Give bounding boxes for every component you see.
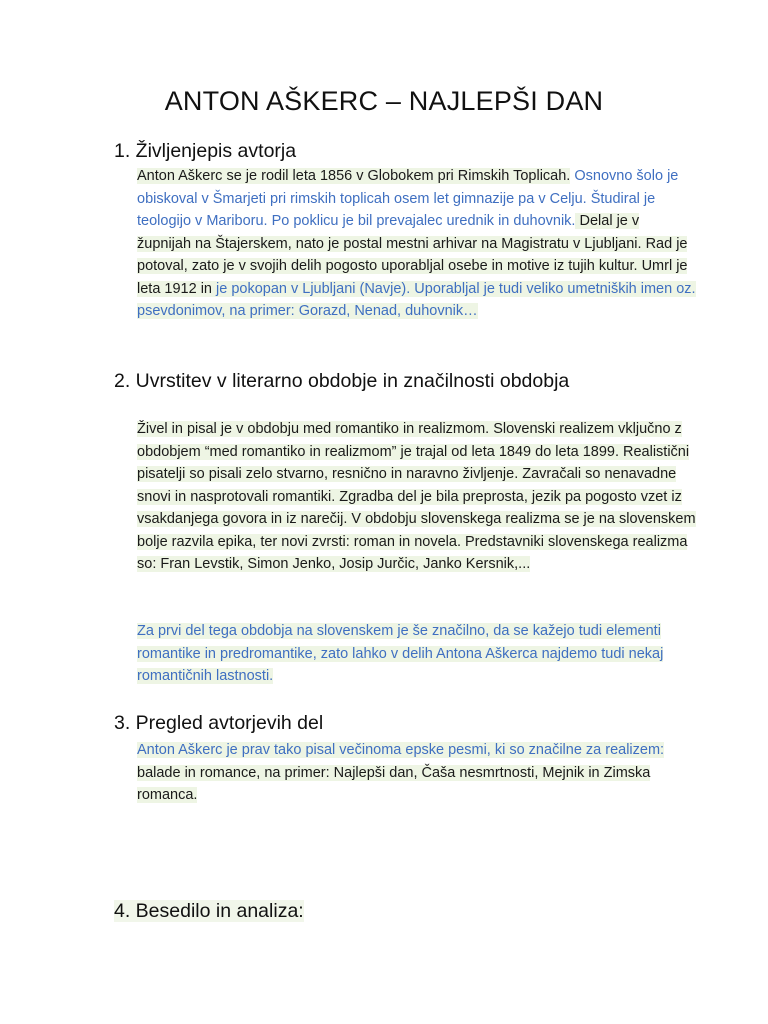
section-heading-1-text: 1. Življenjepis avtorja [114,140,297,162]
run-2-1: Živel in pisal je v obdobju med romantiko in realizmom. [137,421,490,437]
section-heading-1 [114,140,296,163]
run-3-1: Anton Aškerc je prav tako pisal večinoma epske pesmi, ki so značilne za realizem: [137,742,665,758]
run-2-3: Za prvi del tega obdobja na slovenskem je še značilno, da se kažejo tudi elementi romantike in predromantike, zato lahko v delih Antona Aškerca najdemo tudi nekaj romantičnih lastnosti. [137,623,664,684]
section-heading-2 [114,370,569,393]
run-1-4: je pokopan v Ljubljani (Navje). Uporabljal je tudi veliko umetniških imen oz. psevdonimov, na primer: Gorazd, Nenad, duhovnik… [137,280,696,319]
run-1-2: Osnovno šolo je obiskoval v Šmarjeti pri rimskih toplicah osem let gimnazije pa v Celju. Študiral je teologijo v Mariboru. Po poklicu je bil prevajalec urednik in duhovnik. [137,168,679,229]
section-heading-4 [114,900,304,923]
section-heading-2-text: 2. Uvrstitev v literarno obdobje in značilnosti obdobja [114,370,570,392]
run-2-2: Slovenski realizem vključno z obdobjem “med romantiko in realizmom” je trajal od leta 1849 do leta 1899. Realistični pisatelji so pisali zelo stvarno, resnično in naravno življenje. Zavračali so nenavadne snovi in nasprotovali romantiki. Zgradba del je bila preprosta, jezik pa pogosto vzet iz vsakdanjega govora in iz narečij. V obdobju slovenskega realizma se je na slovenskem bolje razvila epika, ter novi zvrsti: roman in novela. Predstavniki slovenskega realizma so: Fran Levstik, Simon Jenko, Josip Jurčic, Janko Kersnik,... [137,421,696,572]
section-3-paragraph [137,739,697,807]
run-3-2: balade in romance, na primer: Najlepši dan, Čaša nesmrtnosti, Mejnik in Zimska romanca. [137,764,651,803]
section-2-paragraph [137,418,697,576]
section-1-paragraph [137,165,697,323]
page-title: ANTON AŠKERC – NAJLEPŠI DAN [164,86,604,116]
section-2-paragraph-2 [137,620,697,688]
section-heading-3-text: 3. Pregled avtorjevih del [114,712,324,734]
section-heading-4-text: 4. Besedilo in analiza: [114,900,304,922]
run-1-3: Delal je v župnijah na Štajerskem, nato je postal mestni arhivar na Magistratu v Ljubljani. Rad je potoval, zato je v svojih delih pogosto uporabljal osebe in motive iz tujih kultur. Umrl je leta 1912 in [137,213,688,297]
section-heading-3 [114,712,323,735]
run-1-1: Anton Aškerc se je rodil leta 1856 v Globokem pri Rimskih Toplicah. [137,168,571,184]
